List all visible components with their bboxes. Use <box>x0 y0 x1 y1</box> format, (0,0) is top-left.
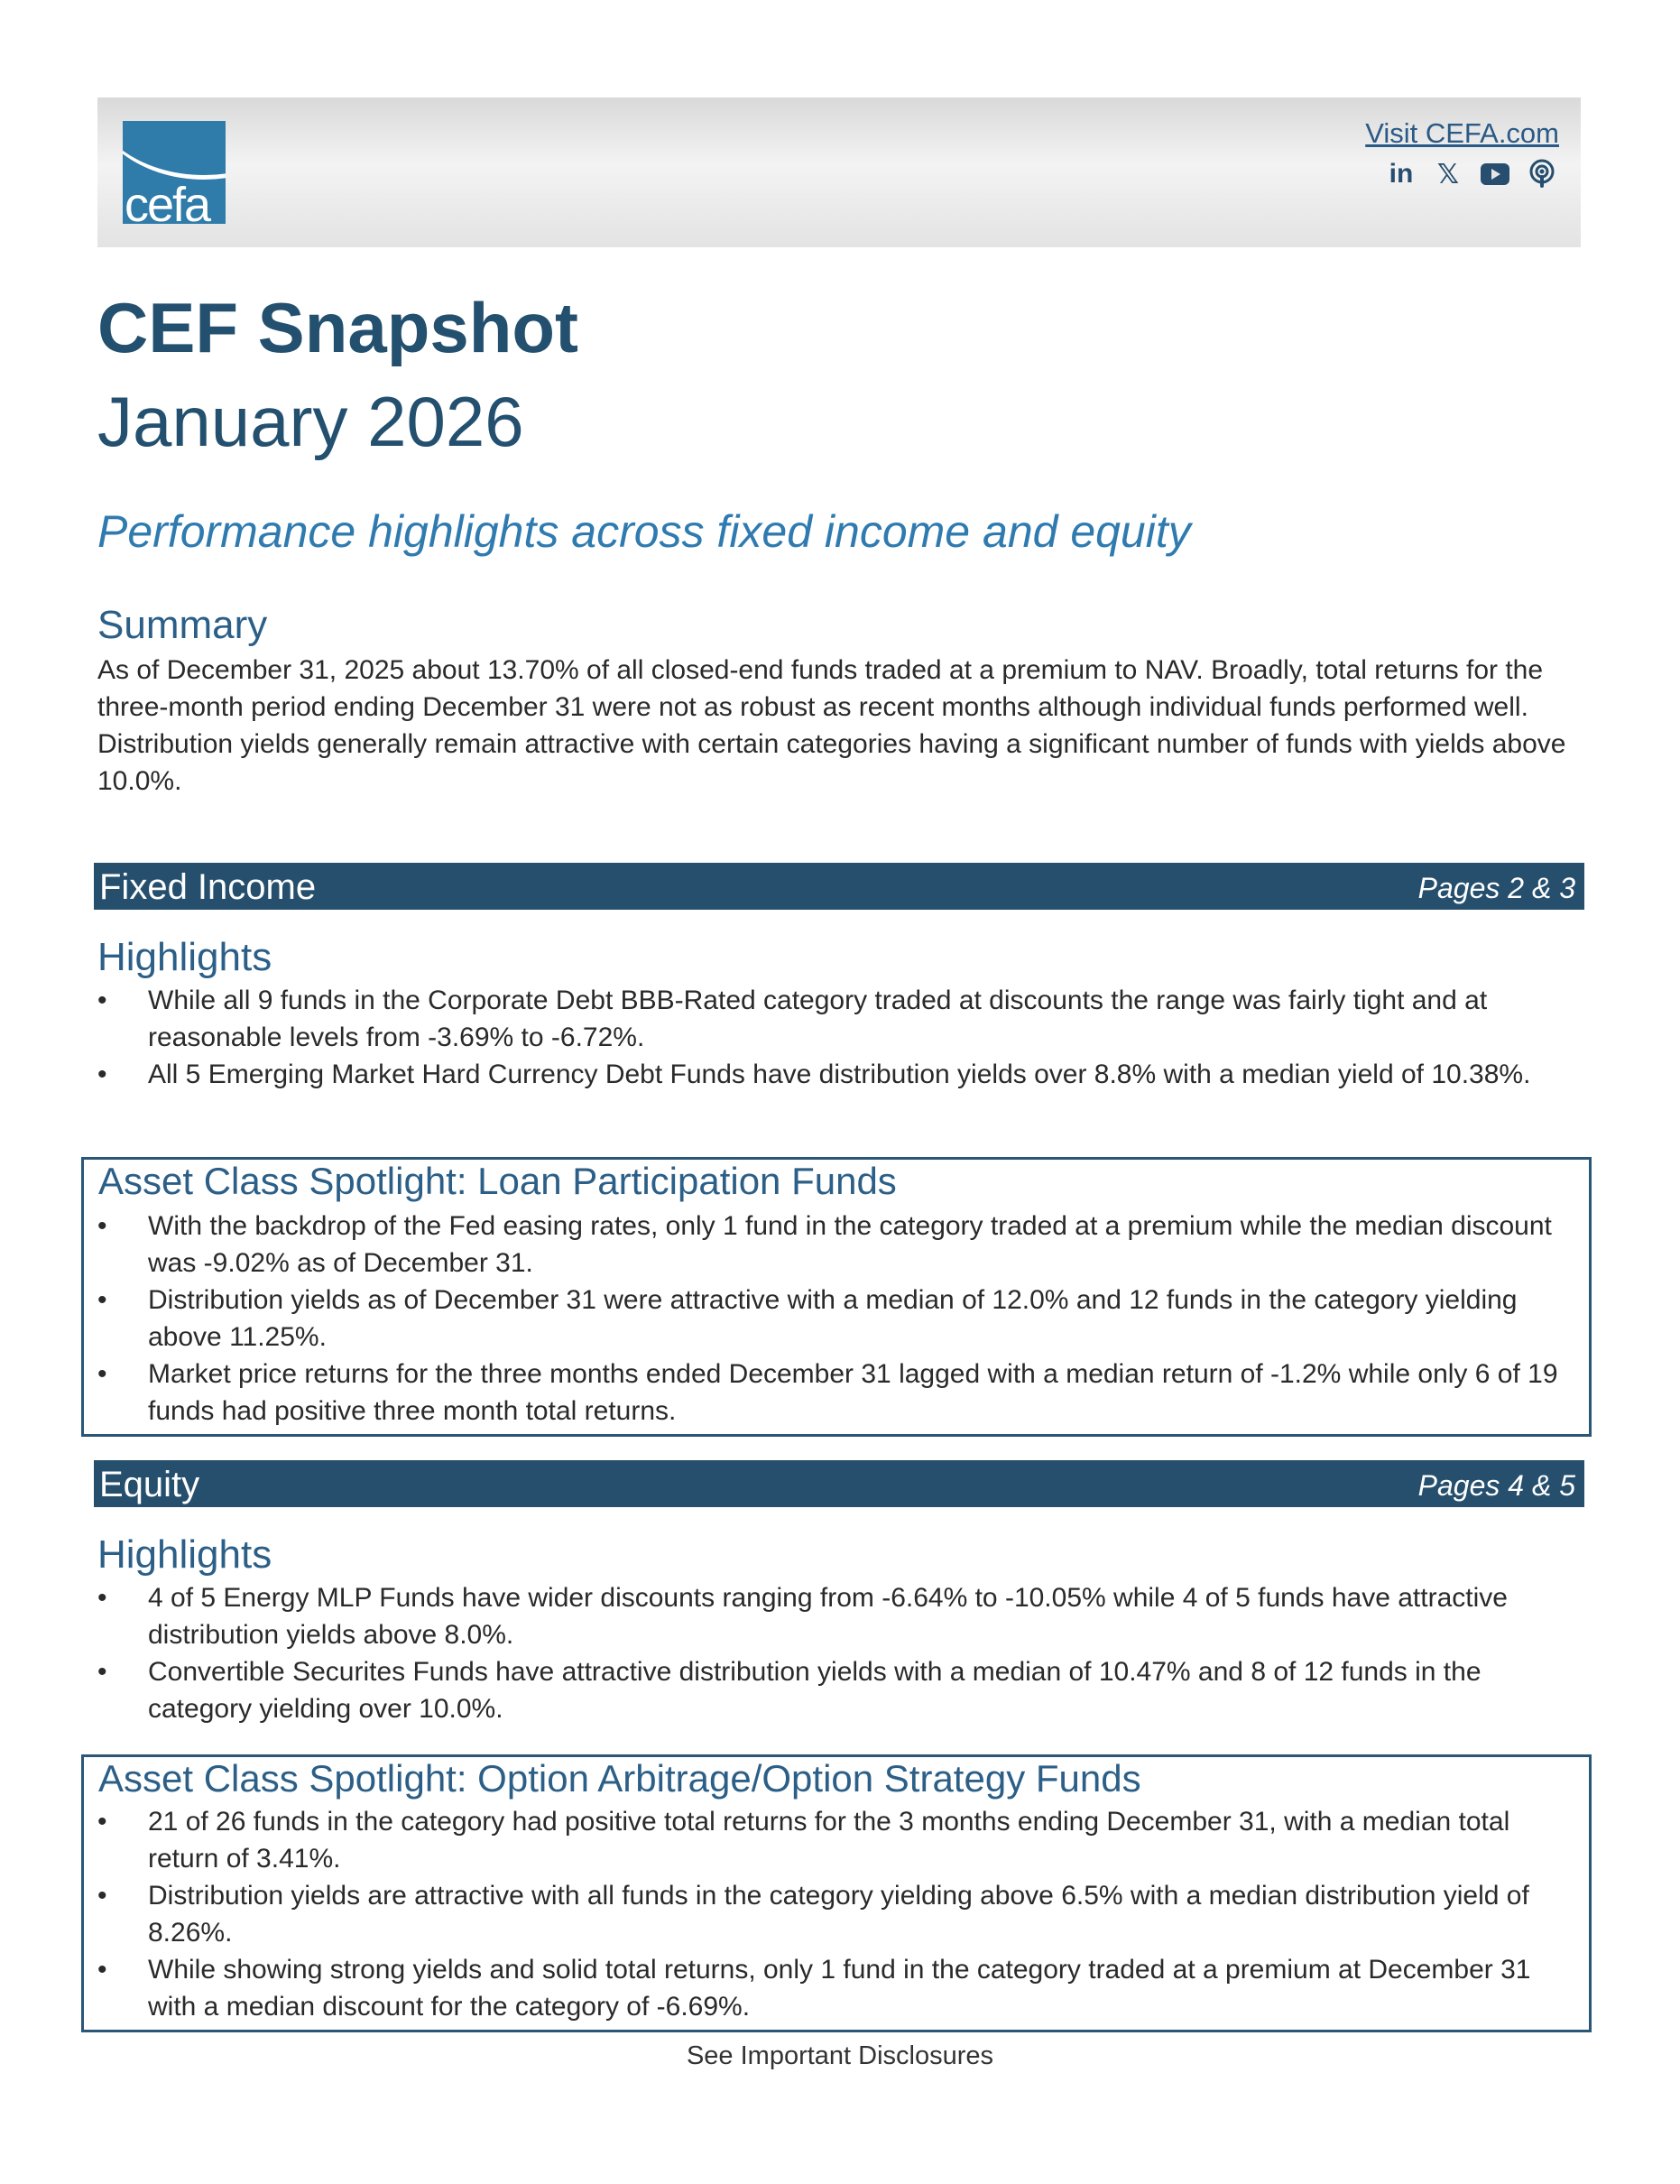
list-item: • With the backdrop of the Fed easing rates, only 1 fund in the category traded at a premium while the median discount was -9.02% as of December 31. <box>97 1208 1577 1282</box>
logo-arc-icon <box>123 121 226 180</box>
cefa-logo[interactable] <box>123 121 226 224</box>
fixed-income-highlights-heading: Highlights <box>97 935 272 979</box>
equity-highlights <box>97 1579 1577 1727</box>
youtube-icon[interactable] <box>1478 157 1512 191</box>
equity-pages: Pages 4 & 5 <box>1417 1469 1575 1502</box>
equity-title: Equity <box>99 1465 200 1504</box>
page-subtitle: January 2026 <box>97 382 524 461</box>
spotlight-title: Asset Class Spotlight: Option Arbitrage/Option Strategy Funds <box>98 1757 1141 1800</box>
equity-band <box>94 1460 1584 1507</box>
summary-heading: Summary <box>97 603 268 647</box>
summary-text: As of December 31, 2025 about 13.70% of all closed-end funds traded at a premium to NAV. Broadly, total returns for the three-month period ending December 31 were not as robust as recent months although individual funds performed well. Distribution yields generally remain attractive with certain categories having a significant number of funds with yields above 10.0%. <box>97 655 1566 796</box>
social-icons <box>1384 157 1559 191</box>
list-item: • 21 of 26 funds in the category had positive total returns for the 3 months ending December 31, with a median total return of 3.41%. <box>97 1803 1577 1877</box>
x-icon[interactable]: 𝕏 <box>1436 159 1460 190</box>
list-item: • Distribution yields are attractive with all funds in the category yielding above 6.5% with a median distribution yield of 8.26%. <box>97 1877 1577 1951</box>
list-item: • 4 of 5 Energy MLP Funds have wider discounts ranging from -6.64% to -10.05% while 4 of 5 funds have attractive distribution yields above 8.0%. <box>97 1579 1577 1653</box>
loan-participation-items <box>97 1208 1577 1430</box>
spotlight-title: Asset Class Spotlight: Loan Participation Funds <box>98 1160 897 1202</box>
podcast-icon[interactable] <box>1525 157 1559 191</box>
list-item: • Distribution yields as of December 31 were attractive with a median of 12.0% and 12 funds in the category yielding above 11.25%. <box>97 1282 1577 1356</box>
fixed-income-band <box>94 863 1584 910</box>
equity-highlights-heading: Highlights <box>97 1532 272 1577</box>
fixed-income-pages: Pages 2 & 3 <box>1417 872 1575 904</box>
tagline: Performance highlights across fixed income and equity <box>97 506 1191 557</box>
list-item: • While showing strong yields and solid total returns, only 1 fund in the category traded at a premium at December 31 with a median discount for the category of -6.69%. <box>97 1951 1577 2025</box>
list-item: • While all 9 funds in the Corporate Debt BBB-Rated category traded at discounts the range was fairly tight and at reasonable levels from -3.69% to -6.72%. <box>97 982 1577 1056</box>
list-item: • All 5 Emerging Market Hard Currency Debt Funds have distribution yields over 8.8% with a median yield of 10.38%. <box>97 1056 1577 1093</box>
page-title: CEF Snapshot <box>97 288 579 367</box>
option-strategy-items <box>97 1803 1577 2025</box>
disclosures-footer[interactable]: See Important Disclosures <box>686 2041 994 2070</box>
linkedin-icon[interactable]: in <box>1389 159 1414 189</box>
logo-text: cefa <box>125 178 210 224</box>
list-item: • Market price returns for the three months ended December 31 lagged with a median return of -1.2% while only 6 of 19 funds had positive three month total returns. <box>97 1356 1577 1430</box>
visit-cefa-link[interactable]: Visit CEFA.com <box>1365 117 1559 149</box>
list-item: • Convertible Securites Funds have attractive distribution yields with a median of 10.47% and 8 of 12 funds in the category yielding over 10.0%. <box>97 1653 1577 1727</box>
header-banner <box>97 97 1581 247</box>
fixed-income-highlights <box>97 982 1577 1093</box>
fixed-income-title: Fixed Income <box>99 867 317 907</box>
